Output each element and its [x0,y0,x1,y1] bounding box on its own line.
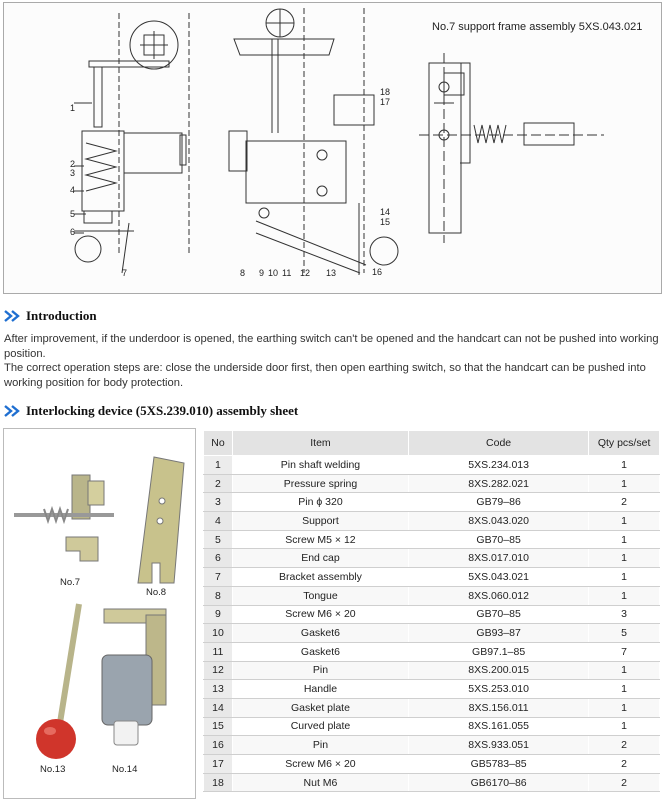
callout-8: 8 [240,268,246,278]
middle-view-drawing [229,8,398,275]
cell-item: Gasket plate [232,698,408,717]
cell-qty: 1 [589,680,660,699]
introduction-title: Introduction [26,308,97,323]
callout-13: 13 [326,268,337,278]
callout-14: 14 [380,207,391,217]
callout-10: 10 [268,268,279,278]
cell-qty: 2 [589,773,660,792]
part-no13-image [36,604,79,759]
photo-label-no14: No.14 [112,764,138,775]
cell-qty: 1 [589,530,660,549]
double-chevron-icon [4,405,22,417]
cell-qty: 7 [589,642,660,661]
cell-code: 5XS.234.013 [409,456,589,475]
cell-code: 8XS.156.011 [409,698,589,717]
parts-photo-svg [4,429,195,798]
callout-17: 17 [380,97,391,107]
cell-no: 18 [204,773,233,792]
cell-no: 12 [204,661,233,680]
cell-code: 8XS.933.051 [409,736,589,755]
assembly-title: Interlocking device (5XS.239.010) assembly sheet [26,403,299,418]
callout-6: 6 [70,227,76,237]
cell-code: 8XS.060.012 [409,586,589,605]
column-header-item: Item [232,431,408,456]
cell-item: Handle [232,680,408,699]
column-header-qty: Qty pcs/set [589,431,660,456]
cell-code: GB6170–86 [409,773,589,792]
cell-qty: 1 [589,474,660,493]
callout-9: 9 [259,268,265,278]
cell-code: 8XS.282.021 [409,474,589,493]
cell-code: 8XS.161.055 [409,717,589,736]
table-row [204,624,660,643]
cell-item: Screw M5 × 12 [232,530,408,549]
cell-item: Support [232,512,408,531]
cell-qty: 5 [589,624,660,643]
cell-no: 10 [204,624,233,643]
cell-qty: 1 [589,698,660,717]
assembly-heading [4,403,298,419]
part-no14-image [102,609,166,745]
cell-code: GB93–87 [409,624,589,643]
callout-15: 15 [380,217,391,227]
callout-3: 3 [70,168,76,178]
cell-qty: 1 [589,586,660,605]
cell-no: 17 [204,755,233,774]
table-row [204,755,660,774]
table-row [204,605,660,624]
callout-7: 7 [122,268,128,278]
table-row [204,530,660,549]
cell-qty: 2 [589,493,660,512]
photo-label-no7: No.7 [60,577,81,588]
cell-item: Screw M6 × 20 [232,605,408,624]
introduction-heading [4,308,97,324]
cell-no: 9 [204,605,233,624]
table-row [204,773,660,792]
column-header-code: Code [409,431,589,456]
photo-label-no8: No.8 [146,587,167,598]
part-no8-image [138,457,184,583]
table-row [204,549,660,568]
cell-code: 8XS.017.010 [409,549,589,568]
cell-qty: 1 [589,661,660,680]
cell-item: End cap [232,549,408,568]
cell-code: GB70–85 [409,530,589,549]
assembly-drawing-svg [4,3,661,293]
cell-no: 5 [204,530,233,549]
cell-item: Gasket6 [232,642,408,661]
cell-code: GB5783–85 [409,755,589,774]
cell-no: 11 [204,642,233,661]
cell-qty: 2 [589,736,660,755]
cell-item: Screw M6 × 20 [232,755,408,774]
left-view-drawing [74,13,189,273]
cell-item: Pin shaft welding [232,456,408,475]
table-header-row [204,431,660,456]
table-row [204,661,660,680]
table-row [204,717,660,736]
cell-code: 5XS.043.021 [409,568,589,587]
table-row [204,698,660,717]
table-row [204,474,660,493]
cell-item: Tongue [232,586,408,605]
parts-table [203,430,660,792]
callout-12: 12 [300,268,311,278]
cell-no: 15 [204,717,233,736]
cell-code: 8XS.200.015 [409,661,589,680]
callout-2: 2 [70,159,76,169]
intro-paragraph-1: After improvement, if the underdoor is opened, the earthing switch can't be opened and the handcart can not be pushed into working position. [4,333,659,360]
cell-item: Curved plate [232,717,408,736]
cell-qty: 1 [589,717,660,736]
cell-no: 14 [204,698,233,717]
intro-paragraph-2: The correct operation steps are: close the underside door first, then open earthing switch, so that the handcart can be pushed into working position for body protection. [4,362,646,389]
cell-code: GB70–85 [409,605,589,624]
cell-qty: 2 [589,755,660,774]
photo-label-no13: No.13 [40,764,66,775]
callout-4: 4 [70,185,76,195]
cell-qty: 1 [589,549,660,568]
table-row [204,568,660,587]
table-row [204,680,660,699]
callout-5: 5 [70,209,76,219]
cell-no: 3 [204,493,233,512]
table-row [204,512,660,531]
cell-no: 1 [204,456,233,475]
table-row [204,456,660,475]
table-row [204,493,660,512]
cell-qty: 1 [589,568,660,587]
cell-no: 16 [204,736,233,755]
cell-code: GB97.1–85 [409,642,589,661]
cell-code: 8XS.043.020 [409,512,589,531]
cell-code: GB79–86 [409,493,589,512]
parts-photo-panel [3,428,196,799]
cell-no: 2 [204,474,233,493]
part-no7-image [14,475,114,561]
callout-11: 11 [282,268,292,278]
technical-drawing [3,2,662,294]
cell-no: 8 [204,586,233,605]
callout-18: 18 [380,87,391,97]
cell-item: Pin [232,661,408,680]
drawing-caption: No.7 support frame assembly 5XS.043.021 [432,21,643,33]
double-chevron-icon [4,310,22,322]
right-view-drawing [419,53,604,243]
cell-no: 7 [204,568,233,587]
cell-item: Gasket6 [232,624,408,643]
cell-qty: 3 [589,605,660,624]
table-row [204,642,660,661]
table-row [204,736,660,755]
cell-no: 13 [204,680,233,699]
cell-code: 5XS.253.010 [409,680,589,699]
cell-qty: 1 [589,512,660,531]
cell-no: 4 [204,512,233,531]
column-header-no: No [204,431,233,456]
cell-qty: 1 [589,456,660,475]
table-row [204,586,660,605]
cell-item: Pin [232,736,408,755]
cell-item: Nut M6 [232,773,408,792]
cell-no: 6 [204,549,233,568]
cell-item: Pin ϕ 320 [232,493,408,512]
cell-item: Bracket assembly [232,568,408,587]
callout-1: 1 [70,103,76,113]
callout-16: 16 [372,267,383,277]
cell-item: Pressure spring [232,474,408,493]
